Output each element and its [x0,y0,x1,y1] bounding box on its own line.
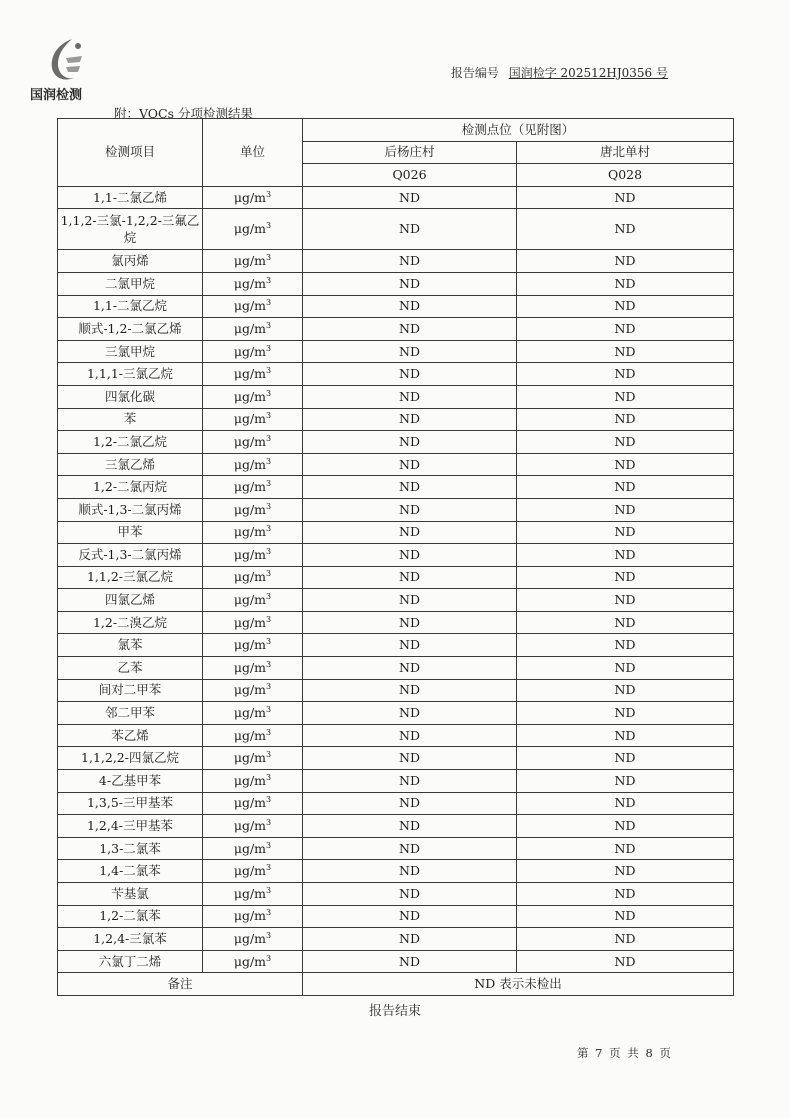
site-code-1: Q026 [303,164,517,187]
unit-exponent: 3 [266,840,272,850]
report-number [451,64,668,81]
unit-cell [203,928,303,951]
unit-exponent: 3 [266,817,272,827]
unit-base: μg/m [233,366,267,382]
table-row [58,792,734,815]
unit-base: μg/m [233,275,267,291]
unit-exponent: 3 [266,637,272,647]
item-cell: 1,1-二氯乙烷 [58,295,203,318]
page-number: 第 7 页 共 8 页 [577,1046,671,1060]
value-cell-site-2: ND [517,544,734,567]
unit-exponent: 3 [266,569,272,579]
unit-exponent: 3 [266,343,272,353]
item-cell: 4-乙基甲苯 [58,770,203,793]
value-cell-site-1: ND [303,837,517,860]
value-cell-site-2: ND [517,815,734,838]
value-cell-site-2: ND [517,566,734,589]
value-cell-site-2: ND [517,679,734,702]
item-cell: 1,1-二氯乙烯 [58,186,203,209]
logo-text: 国润检测 [30,88,83,103]
unit-exponent: 3 [266,388,272,398]
table-row [58,702,734,725]
unit-exponent: 3 [266,795,272,805]
unit-cell [203,340,303,363]
unit-cell [203,792,303,815]
unit-cell [203,679,303,702]
unit-exponent: 3 [266,908,272,918]
company-logo-icon [44,36,90,84]
table-row [58,770,734,793]
unit-base: μg/m [233,885,267,901]
table-row [58,431,734,454]
item-cell: 1,1,2-三氯乙烷 [58,566,203,589]
value-cell-site-2: ND [517,408,734,431]
company-logo [30,36,100,104]
table-row [58,385,734,408]
item-cell: 1,3-二氯苯 [58,837,203,860]
value-cell-site-2: ND [517,385,734,408]
item-cell: 四氯化碳 [58,385,203,408]
table-row [58,498,734,521]
value-cell-site-1: ND [303,860,517,883]
unit-base: μg/m [233,320,267,336]
unit-exponent: 3 [266,298,272,308]
unit-cell [203,747,303,770]
table-row [58,634,734,657]
table-row [58,724,734,747]
item-cell: 反式-1,3-二氯丙烯 [58,544,203,567]
unit-cell [203,837,303,860]
table-row [58,815,734,838]
item-cell: 1,2,4-三甲基苯 [58,815,203,838]
unit-exponent: 3 [266,524,272,534]
value-cell-site-2: ND [517,272,734,295]
table-row [58,272,734,295]
value-cell-site-2: ND [517,431,734,454]
value-cell-site-1: ND [303,250,517,273]
value-cell-site-1: ND [303,702,517,725]
table-row [58,883,734,906]
table-row [58,408,734,431]
table-row [58,209,734,250]
unit-cell [203,634,303,657]
value-cell-site-1: ND [303,272,517,295]
unit-base: μg/m [233,772,267,788]
table-row [58,363,734,386]
unit-base: μg/m [233,953,267,969]
unit-exponent: 3 [266,750,272,760]
value-cell-site-2: ND [517,860,734,883]
value-cell-site-1: ND [303,770,517,793]
value-cell-site-2: ND [517,589,734,612]
unit-exponent: 3 [266,953,272,963]
unit-exponent: 3 [266,727,272,737]
unit-cell [203,295,303,318]
table-row [58,950,734,973]
unit-exponent: 3 [266,885,272,895]
table-row [58,340,734,363]
value-cell-site-1: ND [303,476,517,499]
value-cell-site-1: ND [303,679,517,702]
unit-exponent: 3 [266,659,272,669]
unit-cell [203,521,303,544]
item-cell: 乙苯 [58,657,203,680]
item-cell: 1,4-二氯苯 [58,860,203,883]
col-header-item: 检测项目 [58,119,203,187]
unit-exponent: 3 [266,478,272,488]
unit-cell [203,950,303,973]
table-row [58,657,734,680]
value-cell-site-2: ND [517,476,734,499]
item-cell: 六氯丁二烯 [58,950,203,973]
table-row [58,679,734,702]
item-cell: 氯苯 [58,634,203,657]
value-cell-site-2: ND [517,657,734,680]
unit-exponent: 3 [266,411,272,421]
value-cell-site-2: ND [517,363,734,386]
value-cell-site-1: ND [303,589,517,612]
table-row [58,747,734,770]
unit-base: μg/m [233,659,267,675]
value-cell-site-1: ND [303,295,517,318]
value-cell-site-1: ND [303,905,517,928]
table-row [58,611,734,634]
unit-cell [203,770,303,793]
unit-base: μg/m [233,930,267,946]
table-row [58,453,734,476]
table-row [58,186,734,209]
value-cell-site-1: ND [303,634,517,657]
remark-label: 备注 [58,973,303,996]
value-cell-site-2: ND [517,453,734,476]
unit-exponent: 3 [266,772,272,782]
value-cell-site-1: ND [303,566,517,589]
table-row [58,521,734,544]
table-row [58,318,734,341]
item-cell: 三氯乙烯 [58,453,203,476]
unit-base: μg/m [233,727,267,743]
value-cell-site-2: ND [517,295,734,318]
value-cell-site-1: ND [303,724,517,747]
unit-base: μg/m [233,433,267,449]
value-cell-site-2: ND [517,634,734,657]
item-cell: 1,2,4-三氯苯 [58,928,203,951]
unit-base: μg/m [233,343,267,359]
unit-exponent: 3 [266,433,272,443]
value-cell-site-1: ND [303,544,517,567]
unit-cell [203,724,303,747]
value-cell-site-2: ND [517,950,734,973]
item-cell: 三氯甲烷 [58,340,203,363]
unit-cell [203,250,303,273]
unit-cell [203,385,303,408]
unit-exponent: 3 [266,614,272,624]
unit-cell [203,611,303,634]
unit-base: μg/m [233,818,267,834]
unit-exponent: 3 [266,501,272,511]
unit-base: μg/m [233,682,267,698]
unit-base: μg/m [233,411,267,427]
value-cell-site-1: ND [303,792,517,815]
unit-base: μg/m [233,388,267,404]
value-cell-site-2: ND [517,837,734,860]
table-row [58,295,734,318]
value-cell-site-2: ND [517,905,734,928]
table-row [58,589,734,612]
value-cell-site-2: ND [517,498,734,521]
unit-base: μg/m [233,221,267,237]
unit-cell [203,453,303,476]
value-cell-site-1: ND [303,498,517,521]
unit-base: μg/m [233,501,267,517]
unit-base: μg/m [233,456,267,472]
value-cell-site-1: ND [303,883,517,906]
report-end-text: 报告结束 [368,1004,421,1019]
unit-cell [203,544,303,567]
site-name-1: 后杨庄村 [303,141,517,164]
table-row [58,476,734,499]
unit-base: μg/m [233,253,267,269]
item-cell: 1,2-二溴乙烷 [58,611,203,634]
item-cell: 苯 [58,408,203,431]
header-row-1 [58,119,734,142]
unit-cell [203,702,303,725]
value-cell-site-2: ND [517,186,734,209]
value-cell-site-1: ND [303,363,517,386]
value-cell-site-2: ND [517,521,734,544]
unit-base: μg/m [233,750,267,766]
unit-cell [203,905,303,928]
unit-cell [203,566,303,589]
value-cell-site-1: ND [303,950,517,973]
table-row [58,566,734,589]
unit-base: μg/m [233,908,267,924]
unit-cell [203,476,303,499]
item-cell: 氯丙烯 [58,250,203,273]
value-cell-site-1: ND [303,385,517,408]
remark-value: ND 表示未检出 [303,973,734,996]
value-cell-site-2: ND [517,702,734,725]
table-row [58,928,734,951]
site-name-2: 唐北单村 [517,141,734,164]
value-cell-site-1: ND [303,186,517,209]
unit-exponent: 3 [266,221,272,231]
unit-base: μg/m [233,524,267,540]
value-cell-site-2: ND [517,928,734,951]
unit-exponent: 3 [266,704,272,714]
stamp-edge-mark [776,238,790,358]
table-row [58,250,734,273]
value-cell-site-2: ND [517,318,734,341]
value-cell-site-1: ND [303,318,517,341]
value-cell-site-1: ND [303,747,517,770]
unit-exponent: 3 [266,863,272,873]
unit-exponent: 3 [266,591,272,601]
value-cell-site-1: ND [303,408,517,431]
unit-cell [203,498,303,521]
value-cell-site-1: ND [303,431,517,454]
value-cell-site-1: ND [303,928,517,951]
value-cell-site-1: ND [303,521,517,544]
unit-base: μg/m [233,840,267,856]
value-cell-site-1: ND [303,453,517,476]
item-cell: 1,1,2,2-四氯乙烷 [58,747,203,770]
unit-base: μg/m [233,863,267,879]
appendix-title: 附：VOCs 分项检测结果 [114,106,254,121]
unit-base: μg/m [233,569,267,585]
unit-exponent: 3 [266,253,272,263]
value-cell-site-2: ND [517,340,734,363]
unit-base: μg/m [233,189,267,205]
item-cell: 邻二甲苯 [58,702,203,725]
value-cell-site-1: ND [303,611,517,634]
site-code-2: Q028 [517,164,734,187]
value-cell-site-2: ND [517,724,734,747]
unit-exponent: 3 [266,546,272,556]
unit-cell [203,209,303,250]
unit-cell [203,815,303,838]
unit-cell [203,657,303,680]
table-row [58,837,734,860]
item-cell: 1,2-二氯乙烷 [58,431,203,454]
unit-exponent: 3 [266,456,272,466]
item-cell: 1,1,2-三氯-1,2,2-三氟乙烷 [58,209,203,250]
item-cell: 1,1,1-三氯乙烷 [58,363,203,386]
unit-cell [203,363,303,386]
value-cell-site-1: ND [303,657,517,680]
unit-exponent: 3 [266,320,272,330]
unit-base: μg/m [233,795,267,811]
unit-cell [203,408,303,431]
value-cell-site-1: ND [303,340,517,363]
value-cell-site-2: ND [517,209,734,250]
unit-exponent: 3 [266,189,272,199]
item-cell: 苯乙烯 [58,724,203,747]
unit-base: μg/m [233,479,267,495]
unit-exponent: 3 [266,275,272,285]
item-cell: 顺式-1,3-二氯丙烯 [58,498,203,521]
value-cell-site-2: ND [517,792,734,815]
value-cell-site-2: ND [517,611,734,634]
item-cell: 甲苯 [58,521,203,544]
unit-base: μg/m [233,546,267,562]
unit-cell [203,589,303,612]
value-cell-site-2: ND [517,250,734,273]
table-row [58,860,734,883]
unit-cell [203,431,303,454]
item-cell: 苄基氯 [58,883,203,906]
item-cell: 四氯乙烯 [58,589,203,612]
unit-cell [203,860,303,883]
remark-row [58,973,734,996]
item-cell: 1,3,5-三甲基苯 [58,792,203,815]
unit-cell [203,272,303,295]
unit-base: μg/m [233,298,267,314]
unit-base: μg/m [233,592,267,608]
unit-base: μg/m [233,705,267,721]
unit-exponent: 3 [266,930,272,940]
value-cell-site-1: ND [303,209,517,250]
unit-cell [203,186,303,209]
item-cell: 顺式-1,2-二氯乙烯 [58,318,203,341]
col-header-unit: 单位 [203,119,303,187]
unit-base: μg/m [233,614,267,630]
item-cell: 1,2-二氯丙烷 [58,476,203,499]
value-cell-site-2: ND [517,747,734,770]
item-cell: 1,2-二氯苯 [58,905,203,928]
unit-base: μg/m [233,637,267,653]
table-row [58,544,734,567]
report-number-label: 报告编号 [450,66,499,80]
value-cell-site-2: ND [517,770,734,793]
table-row [58,905,734,928]
col-header-points: 检测点位（见附图） [303,119,734,142]
report-number-value: 国润检字 202512HJ0356 号 [508,66,668,80]
unit-cell [203,883,303,906]
unit-cell [203,318,303,341]
item-cell: 二氯甲烷 [58,272,203,295]
value-cell-site-1: ND [303,815,517,838]
vocs-results-table [57,118,734,996]
unit-exponent: 3 [266,365,272,375]
value-cell-site-2: ND [517,883,734,906]
item-cell: 间对二甲苯 [58,679,203,702]
unit-exponent: 3 [266,682,272,692]
